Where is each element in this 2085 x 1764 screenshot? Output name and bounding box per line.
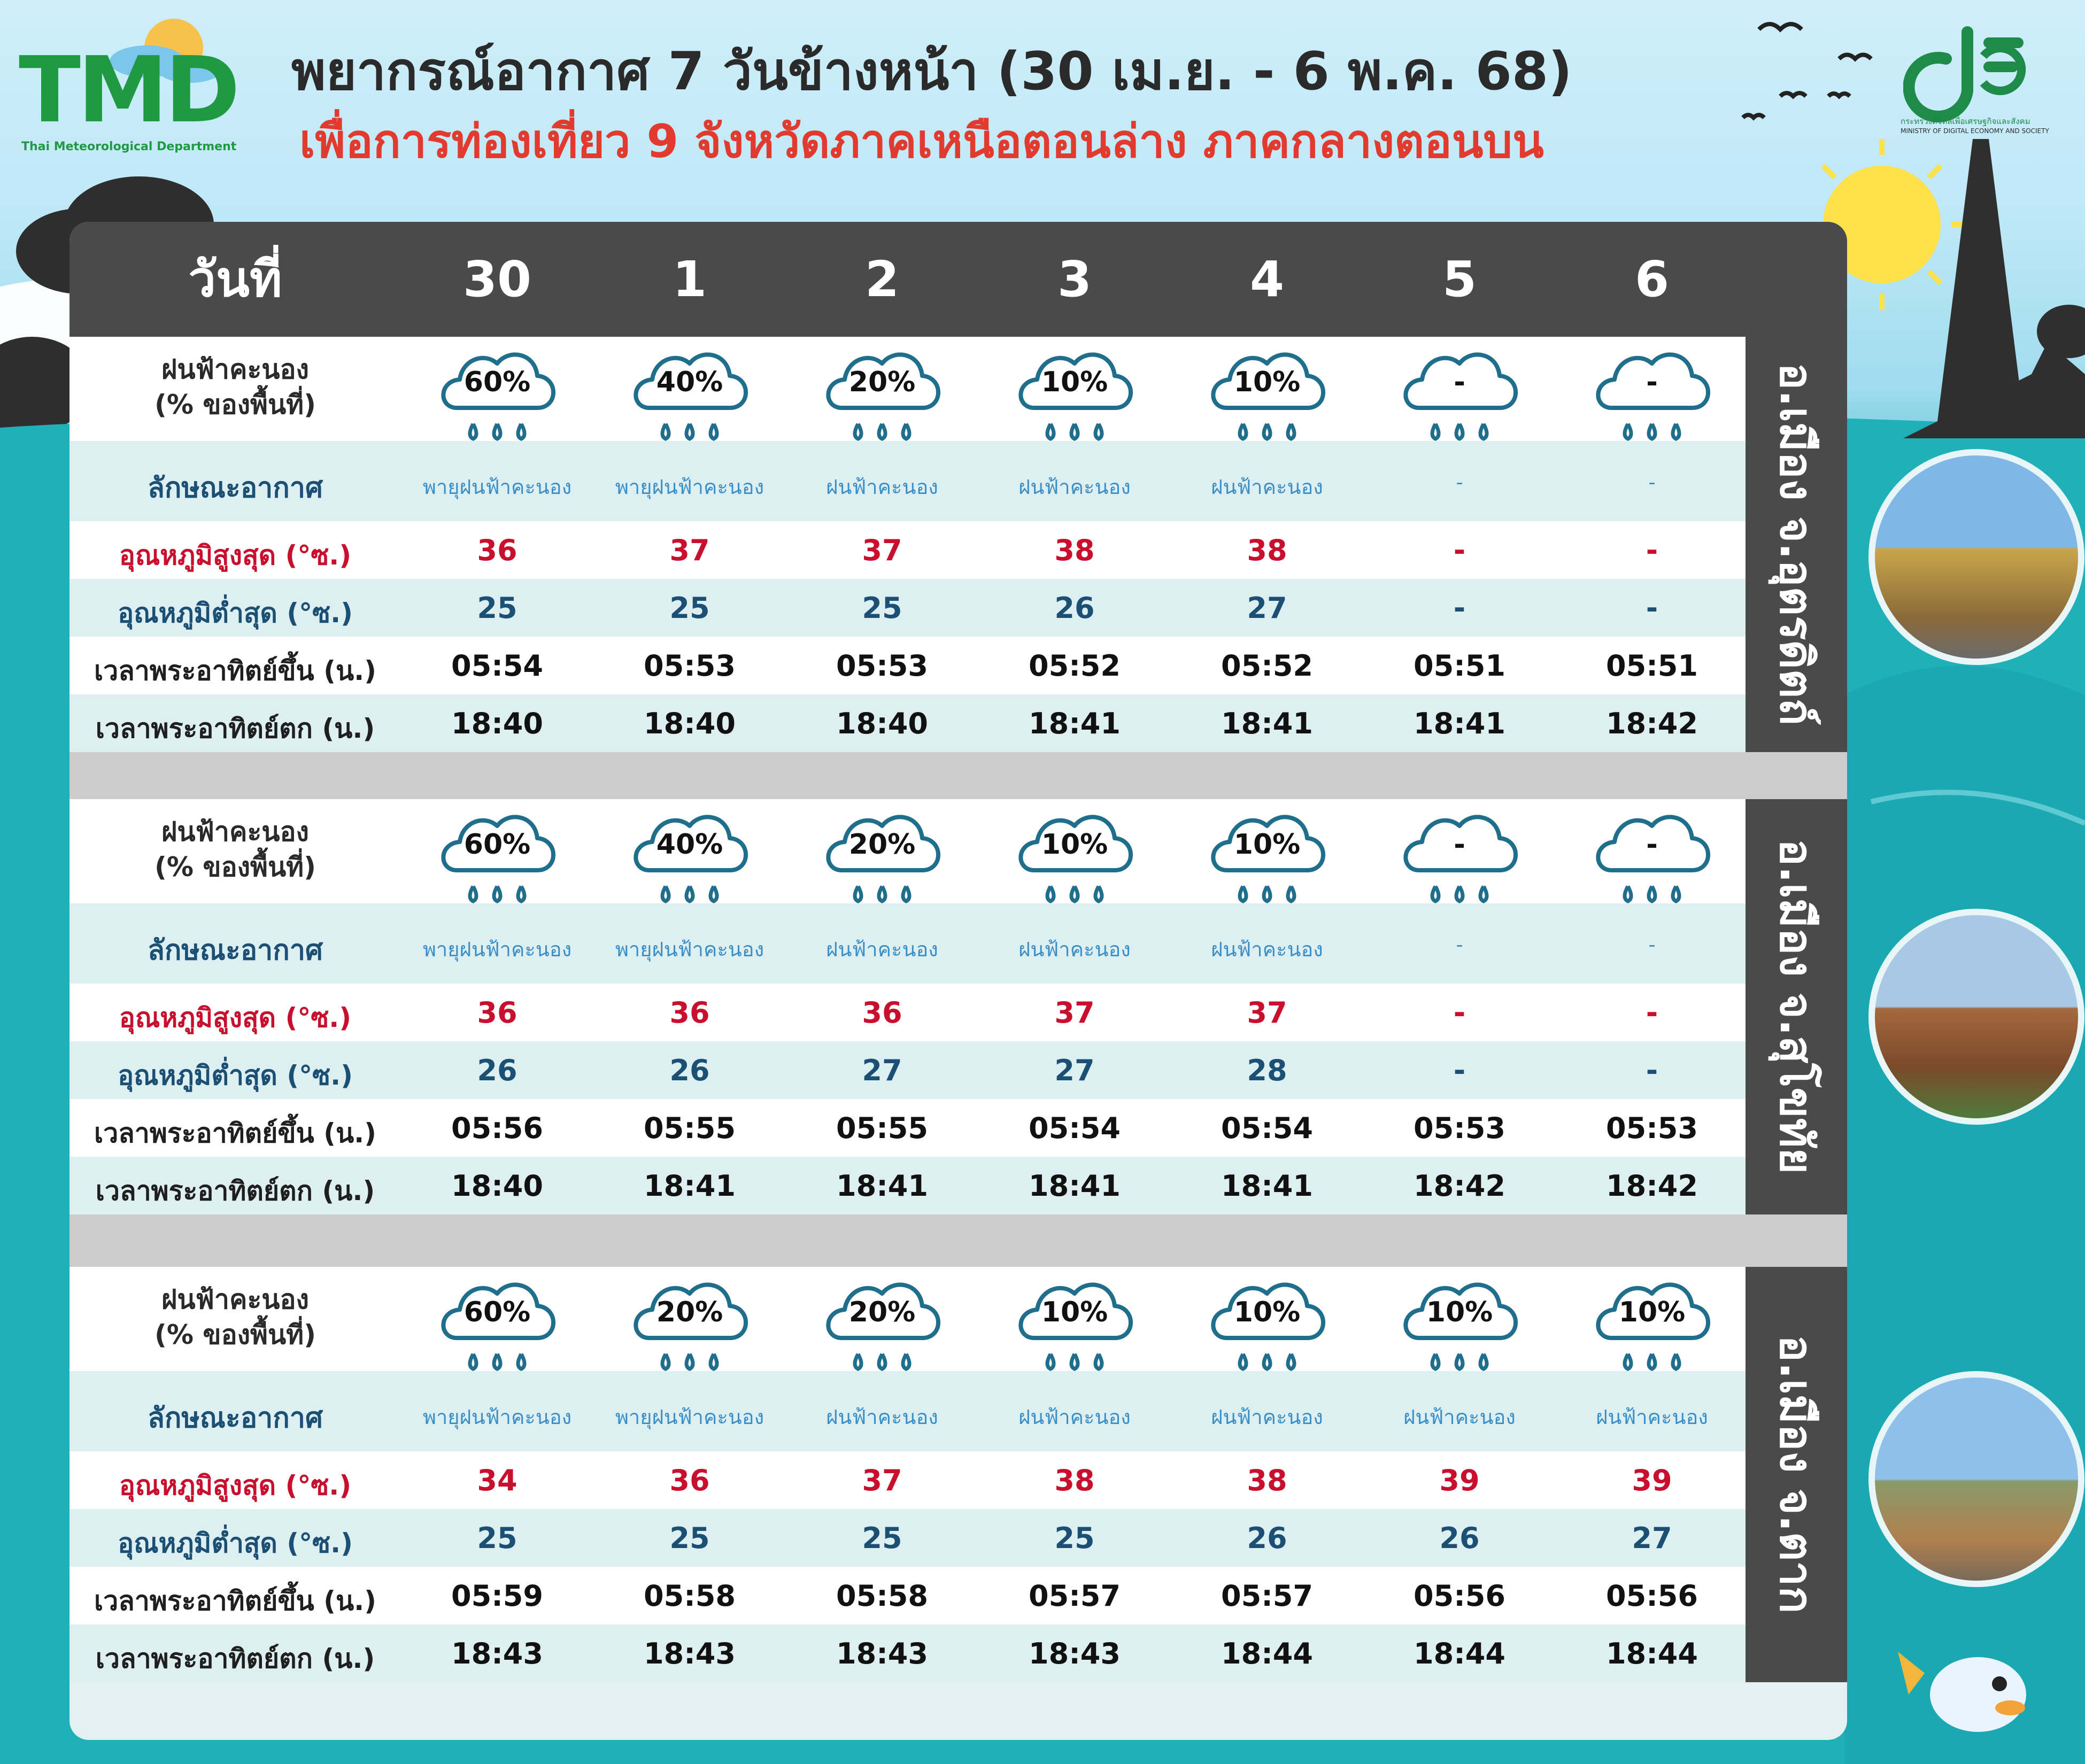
condition-value: พายุฝนฟ้าคะนอง	[422, 938, 572, 961]
sunrise-value: 05:58	[836, 1579, 928, 1613]
bird-icon	[1743, 24, 1871, 118]
sunrise-value: 05:58	[644, 1579, 736, 1613]
sunset-value: 18:43	[1029, 1637, 1121, 1670]
location-photo-uttaradit	[1868, 449, 2084, 665]
sunset-value: 18:40	[836, 707, 928, 740]
day-header: 2	[864, 251, 899, 308]
tmax-value: 36	[477, 996, 518, 1030]
rain-percent: -	[1646, 366, 1658, 398]
condition-value: -	[1648, 933, 1656, 956]
row-label-rain	[70, 1282, 401, 1352]
day-header: 30	[462, 251, 532, 308]
tmin-value: 25	[669, 1521, 710, 1555]
rain-percent: 60%	[464, 829, 531, 861]
rain-percent: 60%	[464, 366, 531, 398]
rain-label-sub: (% ของพื้นที่)	[155, 1319, 316, 1350]
row-label-tmin: อุณหภูมิต่ำสุด (°ซ.)	[118, 598, 353, 629]
location-photo-sukhothai	[1868, 909, 2084, 1125]
sunset-value: 18:40	[451, 707, 543, 740]
sunrise-value: 05:54	[1221, 1111, 1313, 1145]
location-photo-tak	[1868, 1371, 2084, 1587]
tmax-value: 36	[669, 1464, 710, 1497]
sunrise-value: 05:52	[1029, 649, 1121, 683]
rain-percent: 10%	[1041, 366, 1108, 398]
sunrise-value: 05:57	[1221, 1579, 1313, 1613]
section-separator	[70, 752, 1847, 799]
ministry-logo	[1903, 16, 2026, 123]
tmin-value: 25	[1054, 1521, 1095, 1555]
tmax-value: 37	[862, 533, 902, 567]
cloud-rain-icon	[1395, 803, 1524, 921]
rain-label-sub: (% ของพื้นที่)	[155, 852, 316, 883]
condition-value: ฝนฟ้าคะนอง	[1211, 938, 1323, 961]
sunrise-value: 05:51	[1414, 649, 1505, 683]
sunrise-value: 05:56	[451, 1111, 543, 1145]
sunrise-value: 05:56	[1606, 1579, 1698, 1613]
cloud-rain-icon	[433, 1271, 561, 1389]
condition-value: -	[1648, 470, 1656, 494]
tmax-value: 37	[862, 1464, 902, 1497]
sunrise-value: 05:51	[1606, 649, 1698, 683]
rain-percent: 40%	[656, 366, 723, 398]
page-subtitle: เพื่อการท่องเที่ยว 9 จังหวัดภาคเหนือตอนล่าง ภาคกลางตอนบน	[299, 115, 1544, 168]
date-header-label: วันที่	[188, 251, 282, 308]
tmd-logo-subtitle: Thai Meteorological Department	[21, 140, 237, 153]
rain-percent: 20%	[848, 829, 916, 861]
sunrise-value: 05:55	[836, 1111, 928, 1145]
cloud-rain-icon	[1203, 341, 1331, 459]
cloud-rain-icon	[1588, 803, 1716, 921]
sunset-value: 18:41	[1221, 1169, 1313, 1203]
sunset-value: 18:40	[644, 707, 736, 740]
row-label-condition: ลักษณะอากาศ	[148, 472, 323, 504]
tmax-value: 34	[477, 1464, 518, 1497]
rain-percent: 20%	[848, 366, 916, 398]
tmin-value: 25	[477, 1521, 518, 1555]
row-label-rain	[70, 352, 401, 422]
row-label-tmax: อุณหภูมิสูงสุด (°ซ.)	[119, 540, 352, 571]
sunset-value: 18:43	[644, 1637, 736, 1670]
table-header	[70, 222, 1847, 337]
cloud-rain-icon	[433, 341, 561, 459]
cloud-rain-icon	[1588, 1271, 1716, 1389]
condition-value: ฝนฟ้าคะนอง	[826, 475, 938, 499]
rain-label-sub: (% ของพื้นที่)	[155, 389, 316, 420]
cloud-rain-icon	[1010, 803, 1139, 921]
day-header: 4	[1249, 251, 1284, 308]
row-label-sunrise: เวลาพระอาทิตย์ขึ้น (น.)	[94, 655, 377, 686]
rain-label: ฝนฟ้าคะนอง	[161, 816, 309, 847]
rain-percent: 20%	[656, 1296, 723, 1328]
tmin-value: 25	[862, 591, 902, 625]
row-label-tmin: อุณหภูมิต่ำสุด (°ซ.)	[118, 1528, 353, 1559]
cloud-rain-icon	[818, 1271, 946, 1389]
condition-value: -	[1456, 470, 1463, 494]
tmin-value: -	[1646, 1054, 1658, 1087]
cloud-rain-icon	[626, 803, 754, 921]
condition-value: ฝนฟ้าคะนอง	[1596, 1405, 1708, 1429]
tmin-value: -	[1453, 591, 1466, 625]
tmin-value: 25	[669, 591, 710, 625]
sunset-value: 18:42	[1414, 1169, 1505, 1203]
rain-percent: 10%	[1233, 829, 1301, 861]
sunrise-value: 05:53	[644, 649, 736, 683]
sunrise-value: 05:52	[1221, 649, 1313, 683]
condition-value: ฝนฟ้าคะนอง	[1018, 1405, 1131, 1429]
row-label-tmax: อุณหภูมิสูงสุด (°ซ.)	[119, 1002, 352, 1033]
row-label-condition: ลักษณะอากาศ	[148, 1402, 323, 1434]
condition-value: ฝนฟ้าคะนอง	[1403, 1405, 1516, 1429]
sunset-value: 18:44	[1221, 1637, 1313, 1670]
condition-value: ฝนฟ้าคะนอง	[1211, 1405, 1323, 1429]
sunrise-value: 05:54	[1029, 1111, 1121, 1145]
rain-percent: 10%	[1618, 1296, 1686, 1328]
day-header: 3	[1057, 251, 1092, 308]
sunset-value: 18:43	[836, 1637, 928, 1670]
row-label-sunset: เวลาพระอาทิตย์ตก (น.)	[95, 1643, 375, 1674]
cloud-rain-icon	[1588, 341, 1716, 459]
sunset-value: 18:41	[836, 1169, 928, 1203]
tmax-value: -	[1453, 533, 1466, 567]
sunset-value: 18:42	[1606, 1169, 1698, 1203]
rain-percent: 10%	[1233, 366, 1301, 398]
row-label-tmin: อุณหภูมิต่ำสุด (°ซ.)	[118, 1060, 353, 1091]
tmin-value: 25	[862, 1521, 902, 1555]
tmin-value: 27	[1632, 1521, 1672, 1555]
cloud-rain-icon	[1010, 341, 1139, 459]
sunrise-value: 05:55	[644, 1111, 736, 1145]
row-label-tmax: อุณหภูมิสูงสุด (°ซ.)	[119, 1470, 352, 1501]
rain-percent: -	[1454, 366, 1465, 398]
cloud-rain-icon	[1203, 1271, 1331, 1389]
tmax-value: -	[1646, 533, 1658, 567]
sunrise-value: 05:59	[451, 1579, 543, 1613]
sunrise-value: 05:53	[1606, 1111, 1698, 1145]
sunrise-value: 05:53	[836, 649, 928, 683]
rain-percent: -	[1646, 829, 1658, 861]
sunrise-value: 05:56	[1414, 1579, 1505, 1613]
sunset-value: 18:41	[1414, 707, 1505, 740]
ministry-logo-text-en: MINISTRY OF DIGITAL ECONOMY AND SOCIETY	[1901, 127, 2049, 135]
cloud-rain-icon	[626, 341, 754, 459]
tmin-value: 26	[1054, 591, 1095, 625]
day-header: 5	[1442, 251, 1477, 308]
tmax-value: 36	[862, 996, 902, 1030]
tmax-value: -	[1646, 996, 1658, 1030]
cloud-rain-icon	[433, 803, 561, 921]
ministry-logo-text-th: กระทรวงดิจิทัลเพื่อเศรษฐกิจและสังคม	[1901, 117, 2030, 126]
rain-label: ฝนฟ้าคะนอง	[161, 354, 309, 385]
location-name: อ.เมือง จ.ตาก	[1770, 1335, 1823, 1614]
sunset-value: 18:41	[644, 1169, 736, 1203]
tmin-value: 25	[477, 591, 518, 625]
row-label-sunrise: เวลาพระอาทิตย์ขึ้น (น.)	[94, 1585, 377, 1616]
tmin-value: 26	[669, 1054, 710, 1087]
cloud-rain-icon	[1203, 803, 1331, 921]
condition-value: พายุฝนฟ้าคะนอง	[615, 938, 764, 961]
cloud-rain-icon	[626, 1271, 754, 1389]
condition-value: ฝนฟ้าคะนอง	[1018, 475, 1131, 499]
rain-percent: 10%	[1233, 1296, 1301, 1328]
cloud-rain-icon	[1010, 1271, 1139, 1389]
sunset-value: 18:44	[1414, 1637, 1505, 1670]
tmax-value: 36	[477, 533, 518, 567]
sunrise-value: 05:57	[1029, 1579, 1121, 1613]
tmin-value: 26	[1247, 1521, 1287, 1555]
condition-value: พายุฝนฟ้าคะนอง	[615, 475, 764, 499]
sunset-value: 18:43	[451, 1637, 543, 1670]
tmax-value: 39	[1632, 1464, 1672, 1497]
sunset-value: 18:41	[1221, 707, 1313, 740]
rain-percent: 60%	[464, 1296, 531, 1328]
condition-value: ฝนฟ้าคะนอง	[826, 938, 938, 961]
cloud-rain-icon	[1395, 341, 1524, 459]
rain-percent: 10%	[1041, 829, 1108, 861]
cloud-rain-icon	[1395, 1271, 1524, 1389]
cloud-rain-icon	[818, 341, 946, 459]
day-header: 1	[672, 251, 707, 308]
condition-value: พายุฝนฟ้าคะนอง	[422, 475, 572, 499]
sunrise-value: 05:54	[451, 649, 543, 683]
tmin-value: -	[1453, 1054, 1466, 1087]
sunset-value: 18:44	[1606, 1637, 1698, 1670]
tmin-value: 27	[1054, 1054, 1095, 1087]
row-label-sunrise: เวลาพระอาทิตย์ขึ้น (น.)	[94, 1118, 377, 1149]
sunset-value: 18:41	[1029, 1169, 1121, 1203]
tmax-value: 36	[669, 996, 710, 1030]
rain-percent: 40%	[656, 829, 723, 861]
location-name: อ.เมือง จ.สุโขทัย	[1770, 839, 1823, 1174]
condition-value: พายุฝนฟ้าคะนอง	[615, 1405, 764, 1429]
tmin-value: -	[1646, 591, 1658, 625]
tmin-value: 26	[1439, 1521, 1480, 1555]
sunrise-value: 05:53	[1414, 1111, 1505, 1145]
tmax-value: 38	[1054, 1464, 1095, 1497]
condition-value: ฝนฟ้าคะนอง	[1018, 938, 1131, 961]
condition-value: -	[1456, 933, 1463, 956]
row-label-sunset: เวลาพระอาทิตย์ตก (น.)	[95, 1175, 375, 1206]
rain-percent: 10%	[1426, 1296, 1493, 1328]
tmin-value: 27	[862, 1054, 902, 1087]
row-label-sunset: เวลาพระอาทิตย์ตก (น.)	[95, 713, 375, 744]
rain-percent: 10%	[1041, 1296, 1108, 1328]
tmax-value: 38	[1054, 533, 1095, 567]
rain-label: ฝนฟ้าคะนอง	[161, 1284, 309, 1315]
tmax-value: 38	[1247, 533, 1287, 567]
tmd-logo-text: TMD	[19, 37, 237, 143]
row-label-condition: ลักษณะอากาศ	[148, 934, 323, 966]
condition-value: ฝนฟ้าคะนอง	[826, 1405, 938, 1429]
tmin-value: 27	[1247, 591, 1287, 625]
sunset-value: 18:40	[451, 1169, 543, 1203]
tmax-value: -	[1453, 996, 1466, 1030]
tmin-value: 26	[477, 1054, 518, 1087]
section-separator	[70, 1214, 1847, 1267]
condition-value: ฝนฟ้าคะนอง	[1211, 475, 1323, 499]
temple-icon	[1903, 139, 2085, 438]
tmin-value: 28	[1247, 1054, 1287, 1087]
tmax-value: 38	[1247, 1464, 1287, 1497]
rain-percent: 20%	[848, 1296, 916, 1328]
tmax-value: 37	[1247, 996, 1287, 1030]
location-name: อ.เมือง จ.อุตรดิตถ์	[1770, 362, 1823, 726]
sunset-value: 18:41	[1029, 707, 1121, 740]
tmax-value: 39	[1439, 1464, 1480, 1497]
day-header: 6	[1634, 251, 1669, 308]
sunset-value: 18:42	[1606, 707, 1698, 740]
tmax-value: 37	[1054, 996, 1095, 1030]
page-title: พยากรณ์อากาศ 7 วันข้างหน้า (30 เม.ย. - 6 พ.ค. 68)	[291, 41, 1572, 102]
rain-percent: -	[1454, 829, 1465, 861]
row-label-rain	[70, 814, 401, 885]
condition-value: พายุฝนฟ้าคะนอง	[422, 1405, 572, 1429]
cloud-rain-icon	[818, 803, 946, 921]
tmax-value: 37	[669, 533, 710, 567]
